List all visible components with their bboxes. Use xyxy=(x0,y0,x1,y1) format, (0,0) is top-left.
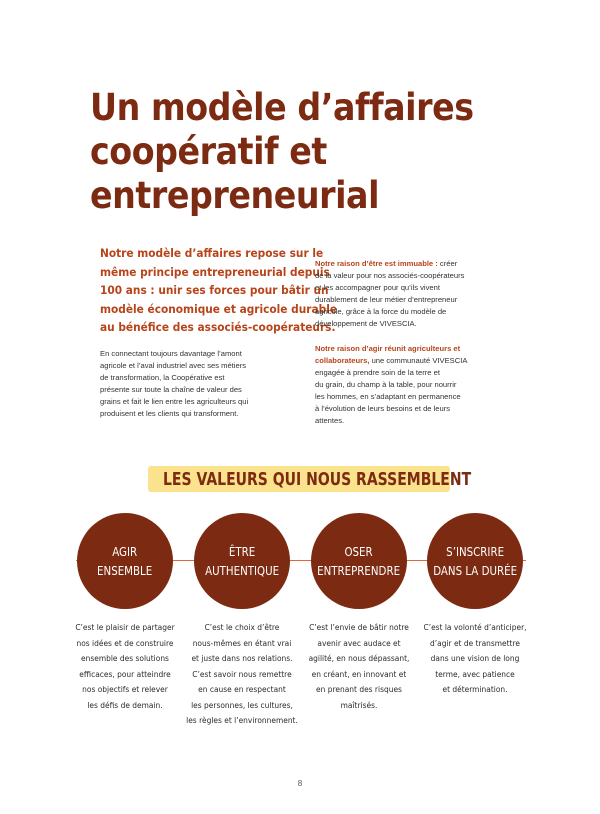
description-line: en cause en respectant xyxy=(198,684,286,694)
description-line: en prenant des risques xyxy=(316,684,402,694)
description-line: nos objectifs et relever xyxy=(82,684,168,694)
body-line: attentes. xyxy=(315,416,345,425)
value-description-oser-entreprendre xyxy=(294,620,424,713)
body-line: de la valeur pour nos associés-coopérateurs xyxy=(315,271,465,280)
lead-line: au bénéfice des associés-coopérateurs. xyxy=(100,320,336,335)
value-circle-label: AUTHENTIQUE xyxy=(205,563,279,578)
description-line: les personnes, les cultures, xyxy=(191,699,293,710)
description-line: et juste dans nos relations. xyxy=(191,653,293,663)
right-column xyxy=(315,258,505,427)
page-number: 8 xyxy=(297,779,303,788)
body-line: de transformation, la Coopérative est xyxy=(100,373,225,383)
description-line: nos idées et de construire xyxy=(76,637,174,648)
lead-line: Notre modèle d’affaires repose sur le xyxy=(100,246,324,260)
body-line: durablement de leur métier d’entrepreneur xyxy=(315,295,458,304)
value-description-agir-ensemble xyxy=(60,620,190,713)
description-line: ensemble des solutions xyxy=(81,653,169,663)
value-circle-label: S’INSCRIRE xyxy=(446,544,504,559)
body-line: agricole et l’aval industriel avec ses métiers xyxy=(100,361,247,371)
body-line: du grain, du champ à la table, pour nourrir xyxy=(315,380,457,389)
description-line: dans une vision de long xyxy=(430,653,520,663)
title-line: entrepreneurial xyxy=(90,174,380,217)
value-circle-label: ENSEMBLE xyxy=(97,563,153,578)
description-line: C’est le plaisir de partager xyxy=(75,622,175,632)
value-circle-agir-ensemble xyxy=(77,513,173,609)
raison-agir-paragraph xyxy=(315,343,505,427)
description-line: C’est la volonté d’anticiper, xyxy=(423,622,527,632)
body-line: les hommes, en s’adaptant en permanence xyxy=(315,392,461,401)
body-line xyxy=(315,355,505,367)
body-fragment: une communauté VIVESCIA xyxy=(369,356,468,365)
description-line: C’est le choix d’être xyxy=(204,622,280,632)
title-line: coopératif et xyxy=(90,130,327,173)
raison-agir-highlight: collaborateurs, xyxy=(315,356,370,365)
value-circle-label: OSER xyxy=(344,544,374,559)
description-line: maîtrisés. xyxy=(340,699,378,710)
description-line: C’est l’envie de bâtir notre xyxy=(309,622,409,632)
body-line: et les accompagner pour qu’ils vivent xyxy=(315,283,440,292)
left-body-paragraph xyxy=(100,348,300,421)
raison-etre-highlight: Notre raison d’être est immuable : xyxy=(315,259,438,268)
body-line: En connectant toujours davantage l’amont xyxy=(100,349,242,358)
title-line: Un modèle d’affaires xyxy=(90,86,474,129)
value-circle-label: ÊTRE xyxy=(228,544,256,559)
description-line: en créant, en innovant et xyxy=(311,668,407,679)
description-line: terme, avec patience xyxy=(435,668,515,679)
body-line: présente sur toute la chaîne de valeur des xyxy=(100,385,242,395)
page-title xyxy=(90,86,486,218)
lead-line: 100 ans : unir ses forces pour bâtir un xyxy=(100,283,329,298)
value-circle-oser-entreprendre xyxy=(311,513,407,609)
value-description-etre-authentique xyxy=(177,620,307,729)
description-line: et détermination. xyxy=(442,684,508,694)
lead-line: même principe entrepreneurial depuis xyxy=(100,264,330,279)
raison-etre-paragraph xyxy=(315,258,505,330)
value-circle-s-inscrire-dans-la-duree xyxy=(427,513,523,609)
value-circle-label: AGIR xyxy=(112,544,138,559)
body-line xyxy=(315,258,505,270)
raison-agir-highlight: Notre raison d’agir réunit agriculteurs et xyxy=(315,344,461,353)
description-line: d’agir et de transmettre xyxy=(430,637,520,648)
body-fragment: créer xyxy=(437,259,458,268)
value-description-s-inscrire-dans-la-duree xyxy=(410,620,540,698)
body-line: engagée à prendre soin de la terre et xyxy=(315,368,440,377)
body-line: développement de VIVESCIA. xyxy=(315,319,417,328)
lead-line: modèle économique et agricole durable xyxy=(100,301,338,316)
body-line: grains et fait le lien entre les agriculteurs qui xyxy=(100,397,249,407)
lead-paragraph xyxy=(100,244,338,337)
value-circle-etre-authentique xyxy=(194,513,290,609)
value-circle-label: DANS LA DURÉE xyxy=(433,563,517,578)
description-line: C’est savoir nous remettre xyxy=(192,668,292,679)
body-line: à l’évolution de leurs besoins et de leurs xyxy=(315,404,451,413)
description-line: nous-mêmes en étant vrai xyxy=(192,637,292,648)
value-circle-label: ENTREPRENDRE xyxy=(317,563,401,578)
values-banner-title: LES VALEURS QUI NOUS RASSEMBLENT xyxy=(163,470,472,490)
description-line: les règles et l’environnement. xyxy=(186,715,298,725)
body-line: agricole, grâce à la force du modèle de xyxy=(315,307,447,316)
description-line: les défis de demain. xyxy=(87,699,163,710)
description-line: avenir avec audace et xyxy=(317,637,401,648)
body-line: produisent et les clients qui transforment. xyxy=(100,409,239,419)
description-line: agilité, en nous dépassant, xyxy=(308,653,410,663)
description-line: efficaces, pour atteindre xyxy=(79,668,171,679)
